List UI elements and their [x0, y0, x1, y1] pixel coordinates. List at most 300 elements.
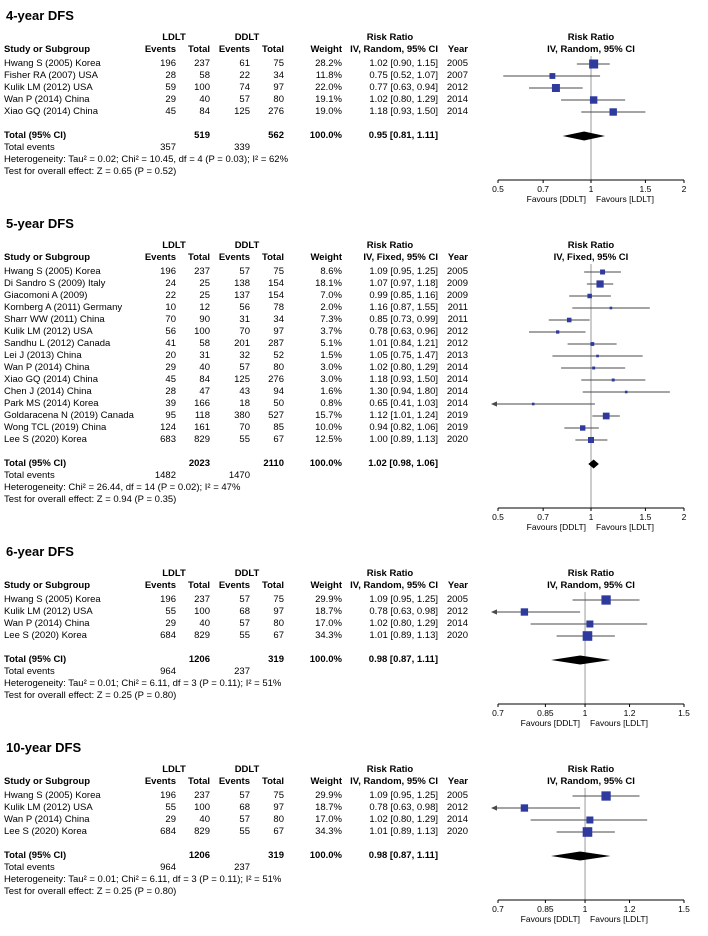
col-header-study: Study or Subgroup	[4, 44, 91, 55]
study-total-1: 100	[194, 82, 210, 93]
study-events-2: 57	[239, 594, 250, 605]
study-name: Giacomoni A (2009)	[4, 290, 88, 301]
study-weight: 12.5%	[315, 434, 342, 445]
study-events-2: 137	[234, 290, 250, 301]
study-name: Wan P (2014) China	[4, 618, 90, 629]
study-events-1: 29	[165, 814, 176, 825]
study-total-2: 75	[273, 58, 284, 69]
favours-left-label: Favours [DDLT]	[526, 522, 586, 532]
study-events-1: 29	[165, 618, 176, 629]
study-events-2: 68	[239, 606, 250, 617]
favours-right-label: Favours [LDLT]	[590, 718, 648, 728]
study-year: 2013	[446, 350, 468, 361]
study-events-2: 43	[239, 386, 250, 397]
study-name: Lee S (2020) Korea	[4, 630, 87, 641]
study-total-2: 75	[273, 790, 284, 801]
forest-plot-svg	[474, 32, 708, 206]
study-total-1: 25	[199, 290, 210, 301]
study-total-1: 12	[199, 302, 210, 313]
study-events-2: 18	[239, 398, 250, 409]
panel-body	[4, 764, 708, 926]
forest-plot-svg	[474, 240, 708, 534]
study-events-2: 138	[234, 278, 250, 289]
study-total-1: 25	[199, 278, 210, 289]
study-total-2: 276	[268, 374, 284, 385]
study-weight: 15.7%	[315, 410, 342, 421]
study-events-1: 41	[165, 338, 176, 349]
study-weight: 3.0%	[320, 362, 342, 373]
study-year: 2020	[446, 630, 468, 641]
group1-header: LDLT	[162, 568, 186, 579]
effect-header: Risk Ratio	[366, 568, 414, 579]
group2-header: DDLT	[234, 240, 260, 251]
study-events-1: 124	[160, 422, 176, 433]
study-events-1: 55	[165, 606, 176, 617]
effect-square	[583, 827, 593, 837]
total-total-1: 2023	[188, 458, 210, 469]
study-year: 2014	[446, 814, 468, 825]
study-total-2: 287	[268, 338, 284, 349]
study-ci-text: 1.18 [0.93, 1.50]	[369, 106, 438, 117]
study-name: Hwang S (2005) Korea	[4, 790, 101, 801]
study-year: 2012	[446, 606, 468, 617]
study-total-2: 67	[273, 434, 284, 445]
study-ci-text: 1.30 [0.94, 1.80]	[369, 386, 438, 397]
study-name: Kulik LM (2012) USA	[4, 606, 93, 617]
col-header-weight: Weight	[310, 252, 342, 263]
total-total-2: 2110	[263, 458, 284, 469]
study-ci-text: 0.75 [0.52, 1.07]	[369, 70, 438, 81]
heterogeneity-text: Heterogeneity: Tau² = 0.01; Chi² = 6.11, df = 3 (P = 0.11); I² = 51%	[4, 678, 282, 689]
total-ci-text: 0.98 [0.87, 1.11]	[368, 654, 438, 665]
effect-square	[580, 425, 585, 430]
study-total-1: 40	[199, 362, 210, 373]
study-events-1: 45	[165, 374, 176, 385]
study-year: 2014	[446, 386, 468, 397]
group2-header: DDLT	[234, 568, 260, 579]
study-total-2: 85	[273, 422, 284, 433]
study-year: 2011	[447, 302, 468, 313]
study-events-1: 59	[165, 82, 176, 93]
study-events-1: 55	[165, 802, 176, 813]
effect-square	[567, 318, 572, 323]
total-total-1: 1206	[188, 654, 210, 665]
total-total-1: 1206	[188, 850, 210, 861]
study-total-1: 118	[194, 410, 210, 421]
forest-plot	[474, 32, 708, 206]
study-total-1: 161	[194, 422, 210, 433]
effect-square	[590, 96, 597, 103]
study-ci-text: 1.01 [0.84, 1.21]	[369, 338, 438, 349]
study-weight: 19.1%	[315, 94, 342, 105]
study-events-1: 196	[160, 790, 176, 801]
study-weight: 22.0%	[315, 82, 342, 93]
effect-square	[552, 84, 560, 92]
group1-header: LDLT	[162, 764, 186, 775]
total-events-label: Total events	[4, 862, 55, 873]
study-total-2: 97	[273, 802, 284, 813]
study-name: Kulik LM (2012) USA	[4, 326, 93, 337]
study-events-1: 10	[165, 302, 176, 313]
total-events-label: Total events	[4, 666, 55, 677]
study-name: Hwang S (2005) Korea	[4, 58, 101, 69]
axis-tick-label: 1	[588, 512, 594, 522]
study-total-1: 237	[194, 594, 210, 605]
study-year: 2007	[446, 70, 468, 81]
study-name: Di Sandro S (2009) Italy	[4, 278, 106, 289]
study-weight: 0.8%	[320, 398, 342, 409]
total-events-label: Total events	[4, 470, 55, 481]
study-name: Kulik LM (2012) USA	[4, 802, 93, 813]
total-events-events-1: 1482	[154, 470, 176, 481]
col-header-year: Year	[447, 44, 468, 55]
study-total-2: 80	[273, 94, 284, 105]
study-total-2: 67	[273, 630, 284, 641]
summary-diamond	[588, 460, 599, 469]
col-header-events-2: Events	[218, 252, 250, 263]
study-ci-text: 1.09 [0.95, 1.25]	[369, 266, 438, 277]
study-total-1: 100	[194, 802, 210, 813]
study-name: Wan P (2014) China	[4, 814, 90, 825]
study-events-2: 57	[239, 790, 250, 801]
study-weight: 18.7%	[315, 802, 342, 813]
study-name: Goldaracena N (2019) Canada	[4, 410, 134, 421]
total-label: Total (95% CI)	[4, 130, 67, 141]
study-total-1: 47	[199, 386, 210, 397]
plot-effect-header: Risk Ratio	[567, 764, 615, 775]
total-label: Total (95% CI)	[4, 850, 67, 861]
study-weight: 17.0%	[315, 618, 342, 629]
total-ci-text: 1.02 [0.98, 1.06]	[368, 458, 438, 469]
heterogeneity-text: Heterogeneity: Tau² = 0.02; Chi² = 10.45, df = 4 (P = 0.03); I² = 62%	[4, 154, 289, 165]
axis-tick-label: 0.85	[537, 708, 554, 718]
panel-title: 4-year DFS	[6, 8, 74, 23]
overall-test-text: Test for overall effect: Z = 0.94 (P = 0.35)	[4, 494, 177, 505]
study-ci-text: 0.85 [0.73, 0.99]	[369, 314, 438, 325]
study-year: 2009	[446, 278, 468, 289]
col-header-events-1: Events	[144, 580, 176, 591]
study-events-2: 55	[239, 826, 250, 837]
study-events-1: 22	[165, 290, 176, 301]
col-header-events-1: Events	[144, 252, 176, 263]
study-total-2: 154	[268, 278, 284, 289]
study-ci-text: 1.00 [0.89, 1.13]	[369, 434, 438, 445]
effect-square	[587, 294, 591, 298]
study-total-1: 237	[194, 266, 210, 277]
study-ci-text: 1.02 [0.90, 1.15]	[369, 58, 438, 69]
study-name: Xiao GQ (2014) China	[4, 106, 98, 117]
col-header-effect: IV, Random, 95% CI	[350, 44, 438, 55]
ci-arrow-left	[491, 805, 497, 810]
study-ci-text: 1.16 [0.87, 1.55]	[369, 302, 438, 313]
study-weight: 11.8%	[315, 70, 342, 81]
study-events-2: 56	[239, 302, 250, 313]
effect-square	[592, 367, 595, 370]
study-weight: 2.0%	[320, 302, 342, 313]
study-weight: 34.3%	[315, 826, 342, 837]
total-label: Total (95% CI)	[4, 458, 67, 469]
total-label: Total (95% CI)	[4, 654, 67, 665]
total-total-1: 519	[194, 130, 210, 141]
study-events-2: 74	[239, 82, 250, 93]
study-ci-text: 1.18 [0.93, 1.50]	[369, 374, 438, 385]
axis-tick-label: 1	[582, 708, 588, 718]
study-name: Kulik LM (2012) USA	[4, 82, 93, 93]
total-weight: 100.0%	[309, 850, 342, 861]
study-weight: 29.9%	[315, 790, 342, 801]
study-total-1: 58	[199, 70, 210, 81]
study-ci-text: 1.02 [0.80, 1.29]	[369, 814, 438, 825]
heterogeneity-text: Heterogeneity: Tau² = 0.01; Chi² = 6.11, df = 3 (P = 0.11); I² = 51%	[4, 874, 282, 885]
study-year: 2012	[446, 326, 468, 337]
study-total-2: 34	[273, 70, 284, 81]
forest-panel	[4, 544, 708, 730]
effect-header: Risk Ratio	[366, 32, 414, 43]
effect-square	[532, 403, 535, 406]
effect-square	[596, 280, 603, 287]
effect-square	[612, 379, 615, 382]
study-year: 2020	[446, 826, 468, 837]
panel-body	[4, 568, 708, 730]
study-events-2: 55	[239, 434, 250, 445]
study-events-2: 61	[239, 58, 250, 69]
study-ci-text: 1.02 [0.80, 1.29]	[369, 362, 438, 373]
panel-title: 10-year DFS	[6, 740, 82, 755]
study-total-2: 78	[273, 302, 284, 313]
study-ci-text: 0.65 [0.41, 1.03]	[369, 398, 438, 409]
study-total-1: 40	[199, 94, 210, 105]
total-events-events-2: 339	[234, 142, 250, 153]
study-events-2: 57	[239, 266, 250, 277]
study-total-2: 97	[273, 82, 284, 93]
study-total-1: 829	[194, 630, 210, 641]
study-events-1: 196	[160, 594, 176, 605]
col-header-weight: Weight	[310, 580, 342, 591]
study-weight: 19.0%	[315, 106, 342, 117]
forest-panel	[4, 216, 708, 534]
study-weight: 17.0%	[315, 814, 342, 825]
study-total-1: 31	[199, 350, 210, 361]
study-events-2: 125	[234, 374, 250, 385]
group1-header: LDLT	[162, 240, 186, 251]
study-ci-text: 1.02 [0.80, 1.29]	[369, 618, 438, 629]
effect-square	[586, 620, 593, 627]
panel-body	[4, 32, 708, 206]
study-total-1: 84	[199, 106, 210, 117]
study-events-2: 57	[239, 94, 250, 105]
panel-body	[4, 240, 708, 534]
axis-tick-label: 0.5	[492, 184, 504, 194]
effect-square	[610, 108, 617, 115]
study-year: 2014	[446, 362, 468, 373]
effect-square	[586, 816, 593, 823]
study-name: Sandhu L (2012) Canada	[4, 338, 111, 349]
plot-effect-header: Risk Ratio	[567, 240, 615, 251]
axis-tick-label: 1	[588, 184, 594, 194]
study-year: 2005	[446, 58, 468, 69]
study-weight: 18.1%	[315, 278, 342, 289]
summary-diamond	[551, 656, 610, 665]
study-year: 2005	[446, 790, 468, 801]
study-ci-text: 1.05 [0.75, 1.47]	[369, 350, 438, 361]
effect-square	[603, 413, 610, 420]
favours-right-label: Favours [LDLT]	[596, 522, 654, 532]
total-total-2: 319	[268, 654, 284, 665]
study-total-1: 237	[194, 790, 210, 801]
study-total-1: 40	[199, 618, 210, 629]
study-events-1: 39	[165, 398, 176, 409]
study-events-2: 31	[239, 314, 250, 325]
study-year: 2012	[446, 82, 468, 93]
group1-header: LDLT	[162, 32, 186, 43]
total-events-events-1: 964	[160, 862, 176, 873]
study-ci-text: 1.02 [0.80, 1.29]	[369, 94, 438, 105]
panel-title: 5-year DFS	[6, 216, 74, 231]
study-ci-text: 0.94 [0.82, 1.06]	[369, 422, 438, 433]
study-ci-text: 0.78 [0.63, 0.98]	[369, 802, 438, 813]
study-total-2: 75	[273, 594, 284, 605]
col-header-total-1: Total	[188, 580, 210, 591]
favours-left-label: Favours [DDLT]	[520, 914, 581, 924]
study-events-2: 55	[239, 630, 250, 641]
study-events-2: 57	[239, 362, 250, 373]
favours-right-label: Favours [LDLT]	[596, 194, 654, 204]
study-events-1: 196	[160, 266, 176, 277]
axis-tick-label: 1.5	[639, 512, 652, 522]
study-ci-text: 0.78 [0.63, 0.96]	[369, 326, 438, 337]
study-total-1: 100	[194, 326, 210, 337]
study-weight: 7.0%	[320, 290, 342, 301]
plot-effect-subheader: IV, Random, 95% CI	[547, 44, 635, 55]
study-weight: 3.0%	[320, 374, 342, 385]
col-header-total-1: Total	[188, 776, 210, 787]
total-events-events-1: 357	[160, 142, 176, 153]
study-year: 2014	[446, 618, 468, 629]
study-weight: 5.1%	[320, 338, 342, 349]
study-total-2: 80	[273, 618, 284, 629]
study-name: Park MS (2014) Korea	[4, 398, 99, 409]
study-events-1: 683	[160, 434, 176, 445]
study-events-2: 32	[239, 350, 250, 361]
study-name: Fisher RA (2007) USA	[4, 70, 98, 81]
axis-tick-label: 0.7	[537, 512, 550, 522]
study-weight: 28.2%	[315, 58, 342, 69]
study-total-2: 75	[273, 266, 284, 277]
col-header-year: Year	[447, 580, 468, 591]
total-weight: 100.0%	[309, 654, 342, 665]
study-year: 2005	[446, 266, 468, 277]
axis-tick-label: 1.5	[678, 708, 690, 718]
study-year: 2012	[446, 338, 468, 349]
study-total-2: 80	[273, 362, 284, 373]
study-name: Lei J (2013) China	[4, 350, 82, 361]
axis-tick-label: 2	[681, 512, 687, 522]
col-header-study: Study or Subgroup	[4, 252, 91, 263]
forest-panel	[4, 740, 708, 926]
effect-square	[601, 791, 610, 800]
study-ci-text: 0.77 [0.63, 0.94]	[369, 82, 438, 93]
study-year: 2009	[446, 290, 468, 301]
study-ci-text: 1.07 [0.97, 1.18]	[369, 278, 438, 289]
study-events-1: 196	[160, 58, 176, 69]
study-total-1: 84	[199, 374, 210, 385]
study-name: Kornberg A (2011) Germany	[4, 302, 123, 313]
total-events-events-2: 1470	[228, 470, 250, 481]
study-events-1: 70	[165, 314, 176, 325]
study-events-1: 684	[160, 826, 176, 837]
study-events-2: 201	[234, 338, 250, 349]
study-total-1: 829	[194, 826, 210, 837]
col-header-total-1: Total	[188, 252, 210, 263]
col-header-weight: Weight	[310, 776, 342, 787]
study-events-2: 22	[239, 70, 250, 81]
effect-square	[588, 437, 594, 443]
overall-test-text: Test for overall effect: Z = 0.25 (P = 0.80)	[4, 690, 177, 701]
effect-header: Risk Ratio	[366, 240, 414, 251]
study-total-1: 40	[199, 814, 210, 825]
study-year: 2014	[446, 398, 468, 409]
axis-tick-label: 0.7	[537, 184, 550, 194]
col-header-events-2: Events	[218, 580, 250, 591]
plot-effect-subheader: IV, Random, 95% CI	[547, 776, 635, 787]
study-name: Lee S (2020) Korea	[4, 826, 87, 837]
effect-square	[600, 270, 605, 275]
study-name: Xiao GQ (2014) China	[4, 374, 98, 385]
summary-diamond	[551, 852, 610, 861]
study-name: Sharr WW (2011) China	[4, 314, 105, 325]
study-year: 2005	[446, 594, 468, 605]
ci-arrow-left	[491, 401, 497, 406]
total-ci-text: 0.98 [0.87, 1.11]	[368, 850, 438, 861]
col-header-total-2: Total	[262, 44, 284, 55]
axis-tick-label: 0.7	[492, 708, 504, 718]
study-total-2: 154	[268, 290, 284, 301]
study-events-2: 68	[239, 802, 250, 813]
forest-plot-svg	[474, 568, 708, 730]
effect-square	[625, 391, 628, 394]
plot-effect-header: Risk Ratio	[567, 568, 615, 579]
study-name: Hwang S (2005) Korea	[4, 594, 101, 605]
study-weight: 1.6%	[320, 386, 342, 397]
effect-square	[590, 342, 594, 346]
study-name: Wan P (2014) China	[4, 94, 90, 105]
total-events-events-2: 237	[234, 862, 250, 873]
col-header-year: Year	[447, 252, 468, 263]
col-header-events-2: Events	[218, 44, 250, 55]
study-ci-text: 1.01 [0.89, 1.13]	[369, 826, 438, 837]
study-events-1: 45	[165, 106, 176, 117]
study-events-1: 56	[165, 326, 176, 337]
study-total-2: 34	[273, 314, 284, 325]
group2-header: DDLT	[234, 764, 260, 775]
col-header-total-2: Total	[262, 252, 284, 263]
ci-arrow-left	[491, 609, 497, 614]
forest-plot	[474, 240, 708, 534]
forest-plot-svg	[474, 764, 708, 926]
forest-plot-figure	[4, 8, 708, 926]
plot-effect-header: Risk Ratio	[567, 32, 615, 43]
plot-effect-subheader: IV, Random, 95% CI	[547, 580, 635, 591]
axis-tick-label: 1.5	[639, 184, 652, 194]
study-weight: 1.5%	[320, 350, 342, 361]
study-total-2: 94	[273, 386, 284, 397]
study-events-1: 29	[165, 362, 176, 373]
study-events-2: 70	[239, 422, 250, 433]
study-weight: 8.6%	[320, 266, 342, 277]
study-total-2: 67	[273, 826, 284, 837]
effect-header: Risk Ratio	[366, 764, 414, 775]
study-events-2: 125	[234, 106, 250, 117]
